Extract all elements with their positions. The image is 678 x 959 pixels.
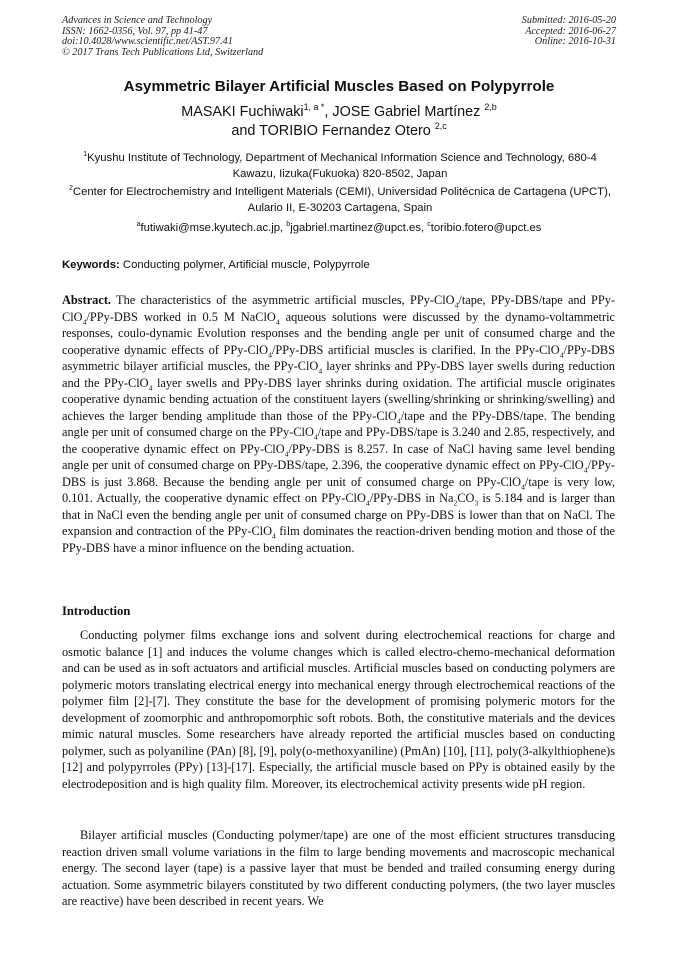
journal-name: Advances in Science and Technology: [62, 15, 213, 26]
subscript: 4: [268, 349, 272, 359]
author-2: JOSE Gabriel Martínez: [332, 104, 481, 120]
subscript: 4: [454, 300, 459, 310]
email-b-marker: b: [286, 221, 291, 229]
subscript: 4: [521, 481, 525, 491]
abstract-text: The characteristics of the asymmetric artificial muscles, PPy-ClO: [116, 293, 455, 307]
subscript: 4: [82, 316, 87, 326]
affiliation-2-text: Center for Electrochemistry and Intelligent Materials (CEMI), Universidad Politécnica de Cartagena (UPCT), Aulario II, E-30203 Cartagena, Spain: [72, 186, 611, 214]
intro-paragraph-1: Conducting polymer films exchange ions and solvent during electrochemical reactions for charge and osmotic balance [1] and induces the volume changes which is called electro-chemo-mechanical deformation and can be used as in soft actuators and artificial muscles. Artificial muscles based on conducting polymers are polymeric motors translating electrical energy into mechanical energy through electrochemical reactions of the polymer film [2]-[7]. They constitute the base for the development of promising polymeric motors for the development of zoomorphic and anthropomorphic soft robots. Both, the constitutive materials and the devices mimic natural muscles. Some researchers have already reported the artificial muscles based on conducting polymer, such as polyaniline (PAn) [8], [9], poly(o-methoxyaniline) (PmAn) [10], [11], poly(3-alkylthiophene)s [12] and polypyrroles (PPy) [13]-[17]. Especially, the artificial muscle based on PPy is obtained easily by the electrodeposition and is high quality film. Moreover, its electrochemical activity presents wide pH region.: [62, 628, 615, 791]
abstract-text: /tape is very low, 0.101. Actually, the cooperative dynamic effect on PPy-ClO: [62, 474, 615, 505]
doi: doi:10.4028/www.scientific.net/AST.97.41: [62, 36, 233, 48]
subscript: 4: [396, 415, 401, 425]
email-c: toribio.fotero@upct.es: [430, 222, 542, 234]
email-a-marker: a: [136, 221, 141, 229]
abstract-text: aqueous solutions were discussed by the dynamo-voltammetric responses, coulo-dynamic Evolution responses and the bending angle per unit of consumed charge and the cooperative dynamic effects of PPy-ClO: [62, 309, 615, 357]
abstract-text: /PPy-DBS worked in 0.5 M NaClO: [86, 309, 276, 324]
section-heading-introduction: Introduction: [62, 604, 131, 618]
abstract-text: is 5.184 and is larger than that in NaCl even the bending angle per unit of consumed charge on PPy-DBS is lower than that on NaCl. The expansion and contraction of the PPy-ClO: [62, 491, 615, 538]
abstract-text: /tape and the PPy-DBS/tape. The bending angle per unit of consumed charge on the PPy-ClO: [62, 408, 616, 439]
abstract-label: Abstract.: [62, 293, 112, 307]
submission-dates: [522, 16, 616, 48]
keywords: [62, 259, 618, 271]
abstract-text: CO: [457, 491, 475, 505]
subscript: 4: [318, 366, 323, 376]
author-3-affil: 2,c: [434, 121, 447, 132]
keywords-text: Conducting polymer, Artificial muscle, Polypyrrole: [122, 259, 370, 271]
intro-paragraph-2: Bilayer artificial muscles (Conducting polymer/tape) are one of the most efficient structures transducing reaction driven small volume variations in the film to large bending movements and macroscopic mechanical energy. The second layer (tape) is a passive layer that must be bended and trailed consuming energy during actuation. Some asymmetric bilayers constituted by two different conducting polymers, (the two layer muscles are reactive) have been described in recent years. We: [62, 828, 615, 908]
author-1: MASAKI Fuchiwaki: [181, 104, 304, 120]
copyright: © 2017 Trans Tech Publications Ltd, Switzerland: [62, 46, 264, 58]
affiliation-1-number: 1: [83, 151, 88, 159]
email-b: jgabriel.martinez@upct.es,: [290, 222, 428, 234]
abstract-text: /tape, PPy-DBS/tape and PPy-ClO: [62, 293, 615, 324]
subscript: 4: [148, 382, 153, 392]
affiliation-2-number: 2: [69, 185, 73, 193]
abstract: [62, 292, 615, 556]
author-3: and TORIBIO Fernandez Otero: [231, 123, 431, 139]
affiliation-1: [62, 151, 618, 182]
abstract-text: film dominates the reaction-driven bending motion and those of the PPy-DBS have a minor influence on the bending actuation.: [62, 524, 615, 555]
subscript: 4: [275, 316, 280, 326]
abstract-text: /PPy-DBS in Na: [369, 491, 454, 505]
email-c-marker: c: [427, 221, 431, 229]
subscript: 4: [365, 498, 370, 508]
author-2-affil: 2,b: [484, 102, 497, 113]
abstract-text: /tape and PPy-DBS/tape is 3.240 and 2.85, respectively, and the cooperative dynamic effect on PPy-ClO: [62, 425, 615, 456]
subscript: 4: [284, 448, 289, 458]
online-date: Online: 2016-10-31: [534, 36, 616, 48]
subscript: 4: [559, 349, 564, 359]
affiliation-1-text: Kyushu Institute of Technology, Department of Mechanical Information Science and Technology, 680-4 Kawazu, Iizuka(Fukuoka) 820-8502, Japan: [87, 152, 597, 180]
author-emails: [40, 222, 638, 234]
accepted-date: Accepted: 2016-06-27: [525, 25, 616, 37]
subscript: 4: [313, 432, 318, 442]
issn: ISSN: 1662-0356, Vol. 97, pp 41-47: [62, 25, 208, 37]
abstract-text: layer swells and PPy-DBS layer shrinks during oxidation. The artificial muscle originates cooperative dynamic bending actuation of the constituent layers (swelling/shrinking or shrinking/swelling) and achieves the larger bending amplitude than those of the PPy-ClO: [62, 375, 616, 423]
author-list: MASAKI Fuchiwaki$^{1, a *}$, JOSE Gabriel Martínez $^{2,b}$ and TORIBIO Fernandez Otero $^{2,c}$: [181, 102, 497, 139]
keywords-label: Keywords:: [62, 259, 120, 271]
submitted-date: Submitted: 2016-05-20: [521, 15, 616, 26]
email-a: futiwaki@mse.kyutech.ac.jp,: [140, 222, 287, 234]
abstract-text: /PPy-DBS artificial muscles is clarified. In the PPy-ClO: [271, 342, 560, 357]
subscript: 2: [453, 498, 458, 508]
author-1-affil: 1, a *: [303, 102, 325, 113]
affiliation-2: [62, 185, 618, 216]
paper-title: Asymmetric Bilayer Artificial Muscles Based on Polypyrrole: [123, 78, 555, 95]
subscript: 3: [474, 498, 479, 508]
abstract-text: layer shrinks and PPy-DBS layer swells during reduction and the PPy-ClO: [62, 359, 615, 390]
journal-info: [62, 16, 263, 58]
subscript: 4: [272, 531, 276, 541]
abstract-text: /PPy-DBS asymmetric bilayer artificial muscles, the PPy-ClO: [62, 342, 615, 373]
subscript: 4: [583, 465, 588, 475]
abstract-text: /PPy-DBS is 8.257. In case of NaCl having same level bending angle per unit of consumed charge on PPy-DBS/tape, 2.396, the cooperative dynamic effect on PPy-ClO: [62, 441, 615, 472]
abstract-text: /PPy-DBS is just 3.868. Because the bending angle per unit of consumed charge on PPy-ClO: [62, 458, 615, 489]
